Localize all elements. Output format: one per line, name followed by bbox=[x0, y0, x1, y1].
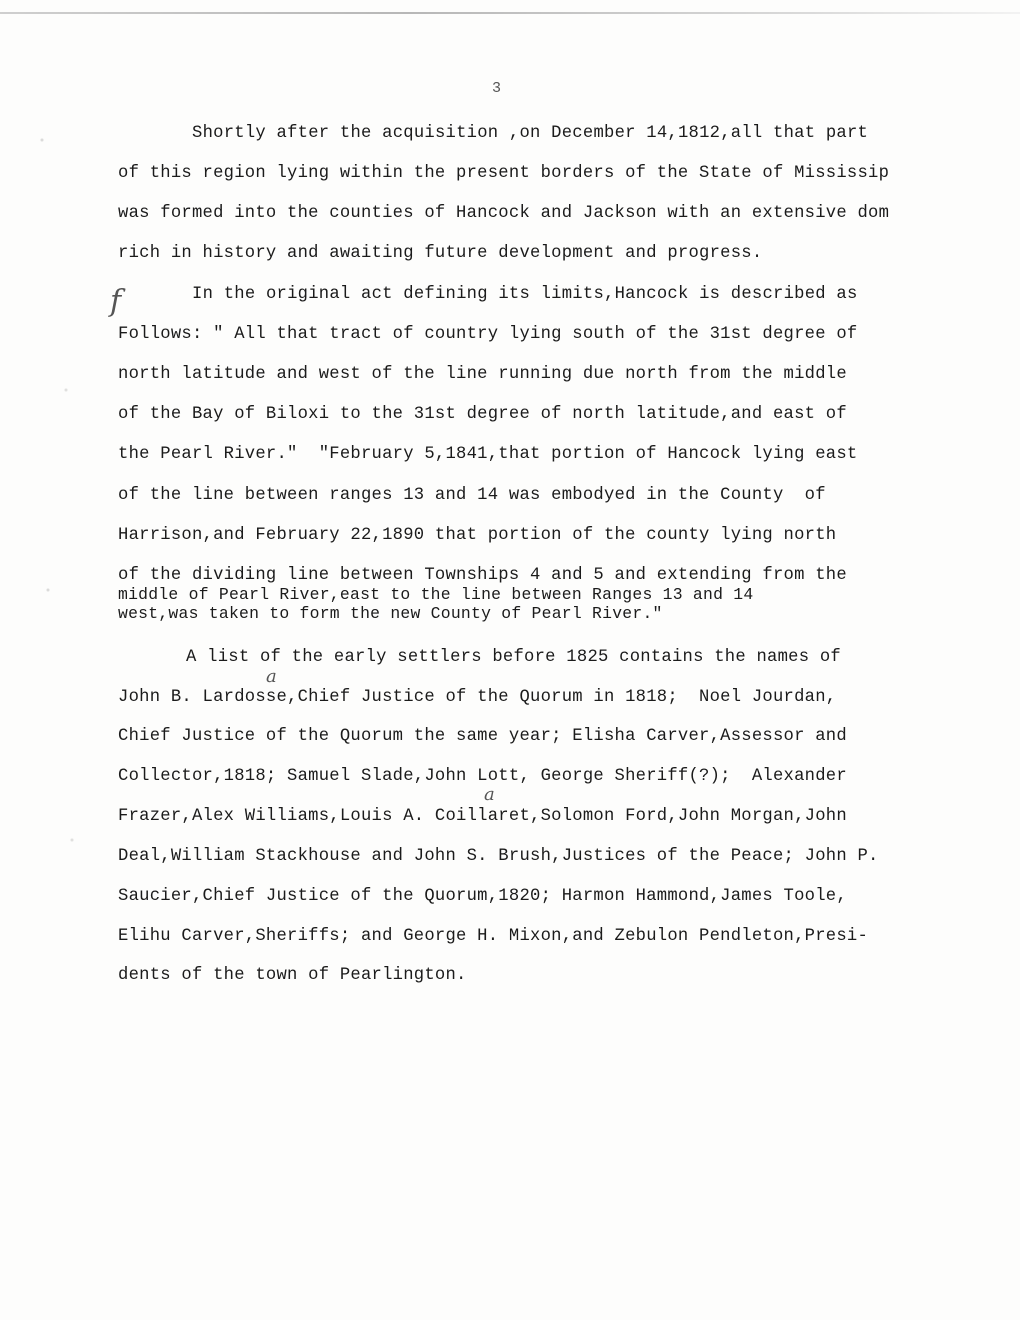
page-number: 3 bbox=[492, 80, 502, 97]
text-line-16: John B. Lardosse,Chief Justice of the Quorum in 1818; Noel Jourdan, bbox=[118, 688, 837, 707]
text-line-20: Deal,William Stackhouse and John S. Brush,Justices of the Peace; John P. bbox=[118, 847, 879, 866]
text-line-23: dents of the town of Pearlington. bbox=[118, 966, 467, 985]
handwritten-a-mark-2: a bbox=[484, 784, 495, 805]
text-line-13: middle of Pearl River,east to the line between Ranges 13 and 14 bbox=[118, 585, 754, 604]
handwritten-a-mark-1: a bbox=[266, 666, 277, 687]
text-line-3: was formed into the counties of Hancock and Jackson with an extensive dom bbox=[118, 204, 890, 223]
text-line-15: A list of the early settlers before 1825 contains the names of bbox=[186, 648, 841, 667]
text-line-8: of the Bay of Biloxi to the 31st degree of north latitude,and east of bbox=[118, 405, 847, 424]
text-line-2: of this region lying within the present borders of the State of Mississip bbox=[118, 164, 890, 183]
text-line-18: Collector,1818; Samuel Slade,John Lott, George Sheriff(?); Alexander bbox=[118, 767, 847, 786]
text-line-14: west,was taken to form the new County of Pearl River." bbox=[118, 604, 663, 623]
text-line-1: Shortly after the acquisition ,on December 14,1812,all that part bbox=[192, 124, 869, 143]
text-line-5: In the original act defining its limits,Hancock is described as bbox=[192, 285, 858, 304]
text-line-11: Harrison,and February 22,1890 that portion of the county lying north bbox=[118, 526, 837, 545]
page-top-edge bbox=[0, 12, 1020, 14]
text-line-6: Follows: " All that tract of country lying south of the 31st degree of bbox=[118, 325, 858, 344]
text-line-4: rich in history and awaiting future development and progress. bbox=[118, 244, 763, 263]
text-line-12: of the dividing line between Townships 4 and 5 and extending from the bbox=[118, 566, 847, 585]
text-line-7: north latitude and west of the line running due north from the middle bbox=[118, 365, 847, 384]
text-line-9: the Pearl River." "February 5,1841,that portion of Hancock lying east bbox=[118, 445, 858, 464]
text-line-22: Elihu Carver,Sheriffs; and George H. Mixon,and Zebulon Pendleton,Presi- bbox=[118, 927, 869, 946]
text-line-19: Frazer,Alex Williams,Louis A. Coillaret,Solomon Ford,John Morgan,John bbox=[118, 807, 847, 826]
text-line-17: Chief Justice of the Quorum the same year; Elisha Carver,Assessor and bbox=[118, 727, 847, 746]
scan-specks bbox=[30, 40, 90, 1040]
text-line-21: Saucier,Chief Justice of the Quorum,1820; Harmon Hammond,James Toole, bbox=[118, 887, 847, 906]
text-line-10: of the line between ranges 13 and 14 was embodyed in the County of bbox=[118, 486, 826, 505]
margin-f-mark: f bbox=[110, 284, 122, 319]
